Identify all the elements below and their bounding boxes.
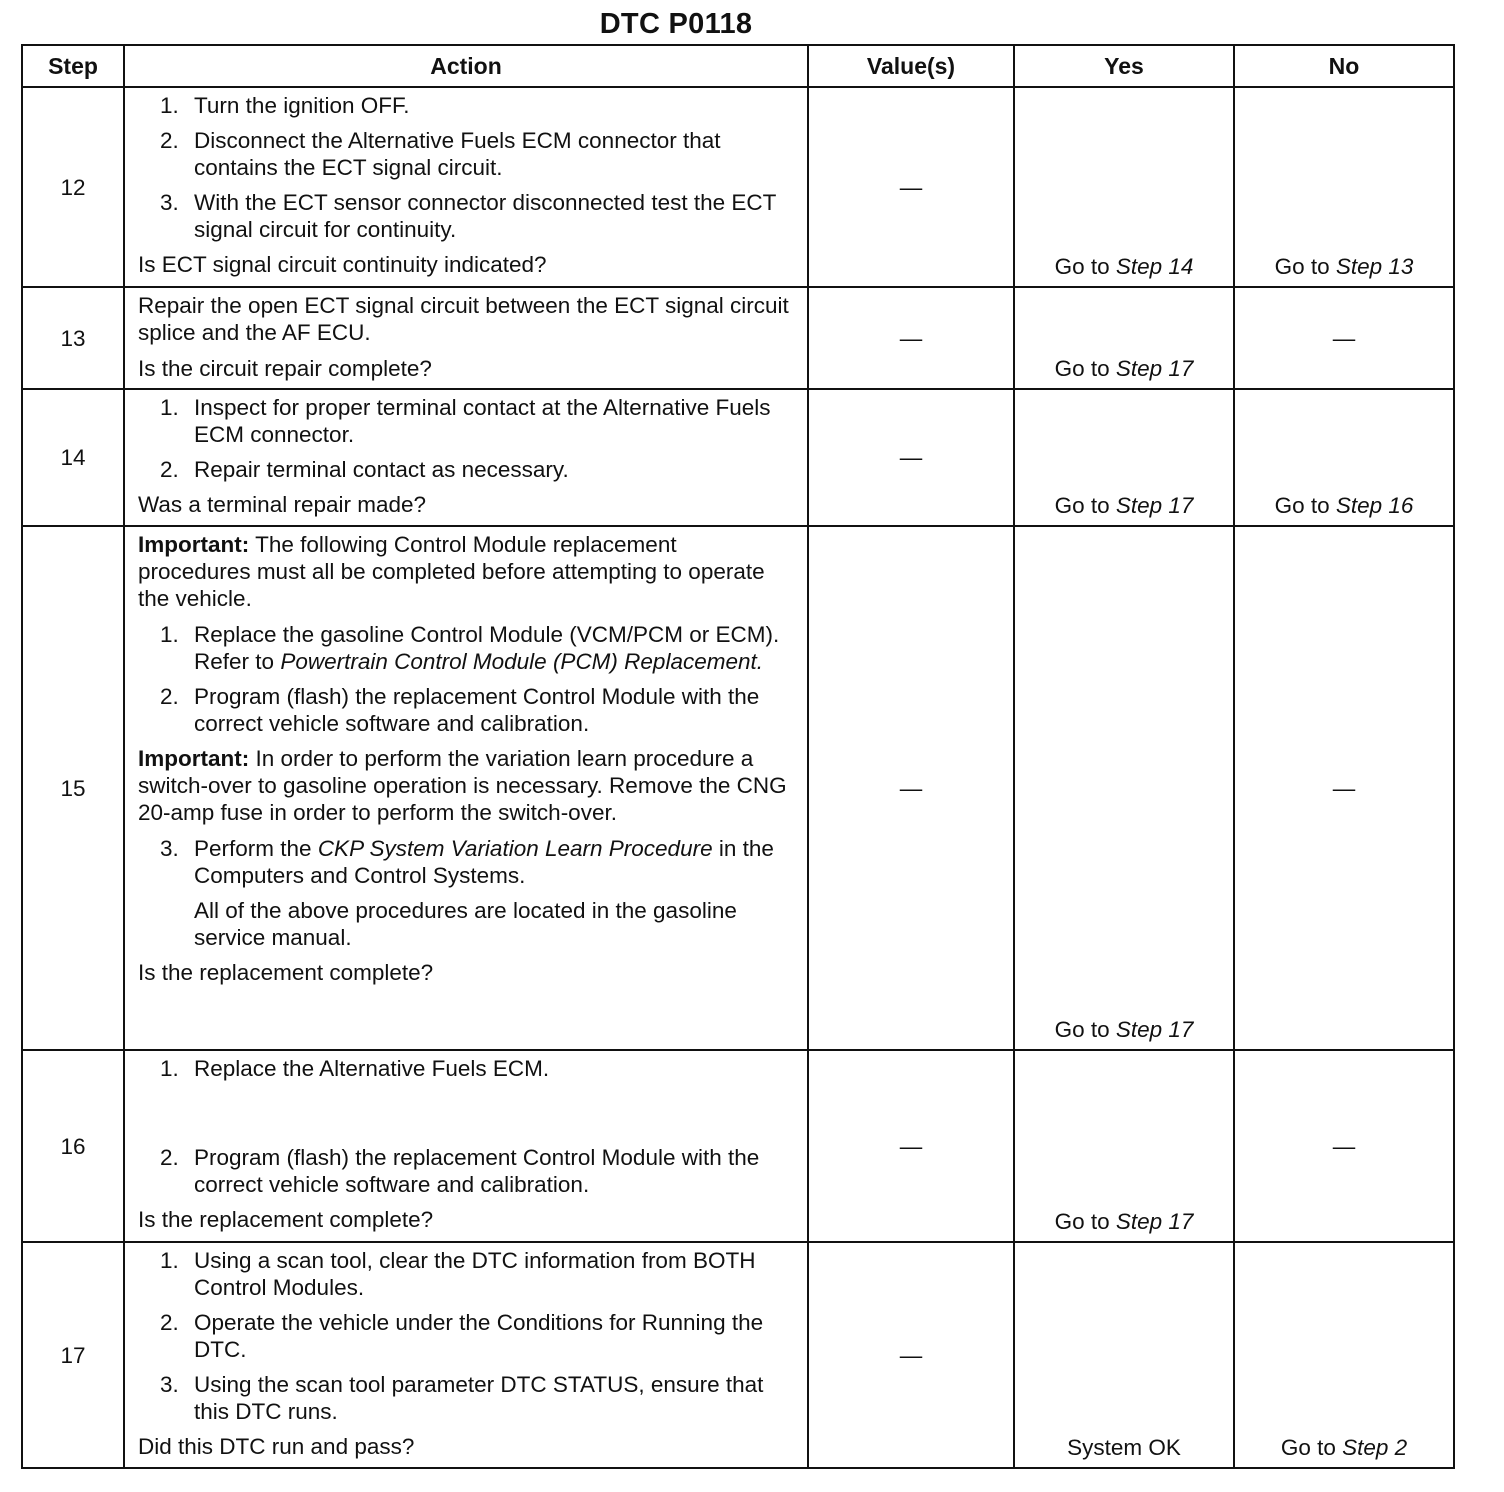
important-label: Important: bbox=[138, 532, 250, 557]
value-dash: — bbox=[899, 445, 923, 470]
item-number: 2. bbox=[160, 128, 179, 153]
go-to-label: Go to bbox=[1280, 1435, 1336, 1460]
no-dash: — bbox=[1332, 325, 1356, 351]
header-row bbox=[22, 45, 1454, 87]
action-item bbox=[138, 1371, 793, 1425]
header-action: Action bbox=[124, 45, 808, 87]
step-number: 16 bbox=[22, 1050, 124, 1242]
important-text: The following Control Module replacement procedures must all be completed before attempting to operate the vehicle. bbox=[138, 532, 765, 611]
step-number: 14 bbox=[22, 389, 124, 526]
header-values: Value(s) bbox=[808, 45, 1014, 87]
table-row-step-16 bbox=[22, 1050, 1454, 1242]
item-text: Using a scan tool, clear the DTC information from BOTH Control Modules. bbox=[194, 1248, 756, 1300]
item-text: Repair terminal contact as necessary. bbox=[194, 457, 569, 482]
yes-cell bbox=[1014, 1050, 1234, 1242]
item-text: With the ECT sensor connector disconnected test the ECT signal circuit for continuity. bbox=[194, 190, 776, 242]
no-step-link: Step 13 bbox=[1335, 254, 1414, 279]
go-to-label: Go to bbox=[1274, 493, 1330, 518]
item-number: 2. bbox=[160, 457, 179, 482]
action-item bbox=[138, 621, 793, 675]
page-title: DTC P0118 bbox=[599, 8, 753, 40]
item-text: Operate the vehicle under the Conditions for Running the DTC. bbox=[194, 1310, 764, 1362]
manual-reference: Powertrain Control Module (PCM) Replacement. bbox=[280, 649, 763, 674]
value-cell bbox=[808, 389, 1014, 526]
value-dash: — bbox=[899, 1342, 923, 1368]
yes-cell bbox=[1014, 287, 1234, 389]
yes-step-link: Step 17 bbox=[1115, 1017, 1194, 1042]
yes-cell bbox=[1014, 87, 1234, 287]
item-number: 1. bbox=[160, 395, 179, 420]
no-cell bbox=[1234, 389, 1454, 526]
blank-space bbox=[138, 1090, 793, 1144]
value-dash: — bbox=[899, 1133, 923, 1159]
item-number: 3. bbox=[160, 836, 179, 861]
item-text: Using the scan tool parameter DTC STATUS, ensure that this DTC runs. bbox=[194, 1372, 764, 1424]
action-cell bbox=[124, 287, 808, 389]
no-cell bbox=[1234, 526, 1454, 1050]
important-note bbox=[138, 531, 793, 612]
item-number: 1. bbox=[160, 622, 179, 647]
go-to-label: Go to bbox=[1054, 493, 1110, 518]
yes-step-link: Step 17 bbox=[1115, 1209, 1194, 1234]
action-question: Is ECT signal circuit continuity indicated? bbox=[138, 252, 547, 277]
action-item bbox=[138, 1309, 793, 1363]
item-text: Replace the Alternative Fuels ECM. bbox=[194, 1056, 550, 1081]
action-cell bbox=[124, 389, 808, 526]
step-number: 13 bbox=[22, 287, 124, 389]
yes-step-link: Step 17 bbox=[1115, 493, 1194, 518]
value-cell bbox=[808, 87, 1014, 287]
value-cell bbox=[808, 1242, 1014, 1468]
table-row-step-15 bbox=[22, 526, 1454, 1050]
table-row-step-14 bbox=[22, 389, 1454, 526]
value-dash: — bbox=[899, 325, 923, 351]
action-cell bbox=[124, 1242, 808, 1468]
yes-cell bbox=[1014, 389, 1234, 526]
step-number: 15 bbox=[22, 526, 124, 1050]
action-item bbox=[138, 394, 793, 448]
item-number: 2. bbox=[160, 1145, 179, 1170]
item-text: Program (flash) the replacement Control Module with the correct vehicle software and calibration. bbox=[194, 1145, 760, 1197]
no-cell bbox=[1234, 87, 1454, 287]
item-text: Disconnect the Alternative Fuels ECM connector that contains the ECT signal circuit. bbox=[194, 128, 721, 180]
go-to-label: Go to bbox=[1054, 254, 1110, 279]
item-text: in the Computers and Control Systems. bbox=[194, 836, 774, 888]
item-number: 3. bbox=[160, 190, 179, 215]
table-row-step-12 bbox=[22, 87, 1454, 287]
header-yes: Yes bbox=[1014, 45, 1234, 87]
action-item bbox=[138, 1055, 793, 1082]
no-cell bbox=[1234, 1242, 1454, 1468]
action-cell bbox=[124, 87, 808, 287]
action-item bbox=[138, 92, 793, 119]
action-text: Repair the open ECT signal circuit between the ECT signal circuit splice and the AF ECU. bbox=[138, 293, 789, 345]
item-number: 2. bbox=[160, 1310, 179, 1335]
yes-step-link: Step 17 bbox=[1115, 356, 1194, 381]
go-to-label: Go to bbox=[1054, 1209, 1110, 1234]
action-question: Is the circuit repair complete? bbox=[138, 356, 432, 381]
go-to-label: Go to bbox=[1054, 1017, 1110, 1042]
value-cell bbox=[808, 526, 1014, 1050]
action-item bbox=[138, 456, 793, 483]
no-cell bbox=[1234, 1050, 1454, 1242]
yes-cell bbox=[1014, 1242, 1234, 1468]
no-dash: — bbox=[1332, 1133, 1356, 1159]
yes-cell bbox=[1014, 526, 1234, 1050]
header-no: No bbox=[1234, 45, 1454, 87]
action-item bbox=[138, 127, 793, 181]
value-cell bbox=[808, 1050, 1014, 1242]
action-item bbox=[138, 1144, 793, 1198]
item-text: Replace the gasoline Control Module (VCM/PCM or ECM). Refer to bbox=[194, 622, 780, 674]
action-question: Is the replacement complete? bbox=[138, 960, 434, 985]
go-to-label: Go to bbox=[1274, 254, 1330, 279]
item-text: Inspect for proper terminal contact at the Alternative Fuels ECM connector. bbox=[194, 395, 771, 447]
no-step-link: Step 2 bbox=[1342, 1435, 1408, 1460]
value-dash: — bbox=[899, 174, 923, 200]
action-item bbox=[138, 1247, 793, 1301]
action-question: Is the replacement complete? bbox=[138, 1207, 434, 1232]
action-item bbox=[138, 835, 793, 889]
item-number: 2. bbox=[160, 684, 179, 709]
no-dash: — bbox=[1332, 775, 1356, 801]
action-question: Was a terminal repair made? bbox=[138, 492, 427, 517]
header-step: Step bbox=[22, 45, 124, 87]
table-row-step-17 bbox=[22, 1242, 1454, 1468]
manual-reference: CKP System Variation Learn Procedure bbox=[317, 836, 713, 861]
action-question: Did this DTC run and pass? bbox=[138, 1434, 415, 1459]
item-text: Turn the ignition OFF. bbox=[194, 93, 410, 118]
action-cell bbox=[124, 1050, 808, 1242]
action-cell bbox=[124, 526, 808, 1050]
no-cell bbox=[1234, 287, 1454, 389]
table-row-step-13 bbox=[22, 287, 1454, 389]
step-number: 12 bbox=[22, 87, 124, 287]
no-step-link: Step 16 bbox=[1335, 493, 1414, 518]
step-number: 17 bbox=[22, 1242, 124, 1468]
action-item bbox=[138, 683, 793, 737]
yes-step-link: Step 14 bbox=[1115, 254, 1194, 279]
important-text: In order to perform the variation learn procedure a switch-over to gasoline operation is necessary. Remove the CNG 20-amp fuse in order to perform the switch-over. bbox=[138, 746, 787, 825]
important-label: Important: bbox=[138, 746, 250, 771]
go-to-label: Go to bbox=[1054, 356, 1110, 381]
yes-result: System OK bbox=[1067, 1435, 1181, 1460]
item-text: Perform the bbox=[194, 836, 312, 861]
value-dash: — bbox=[899, 775, 923, 801]
diagnostic-table bbox=[21, 44, 1455, 1469]
procedure-note: All of the above procedures are located in the gasoline service manual. bbox=[194, 898, 737, 950]
item-number: 1. bbox=[160, 1248, 179, 1273]
important-note bbox=[138, 745, 793, 826]
item-number: 1. bbox=[160, 1056, 179, 1081]
item-number: 1. bbox=[160, 93, 179, 118]
item-text: Program (flash) the replacement Control Module with the correct vehicle software and calibration. bbox=[194, 684, 760, 736]
item-number: 3. bbox=[160, 1372, 179, 1397]
value-cell bbox=[808, 287, 1014, 389]
action-item bbox=[138, 189, 793, 243]
